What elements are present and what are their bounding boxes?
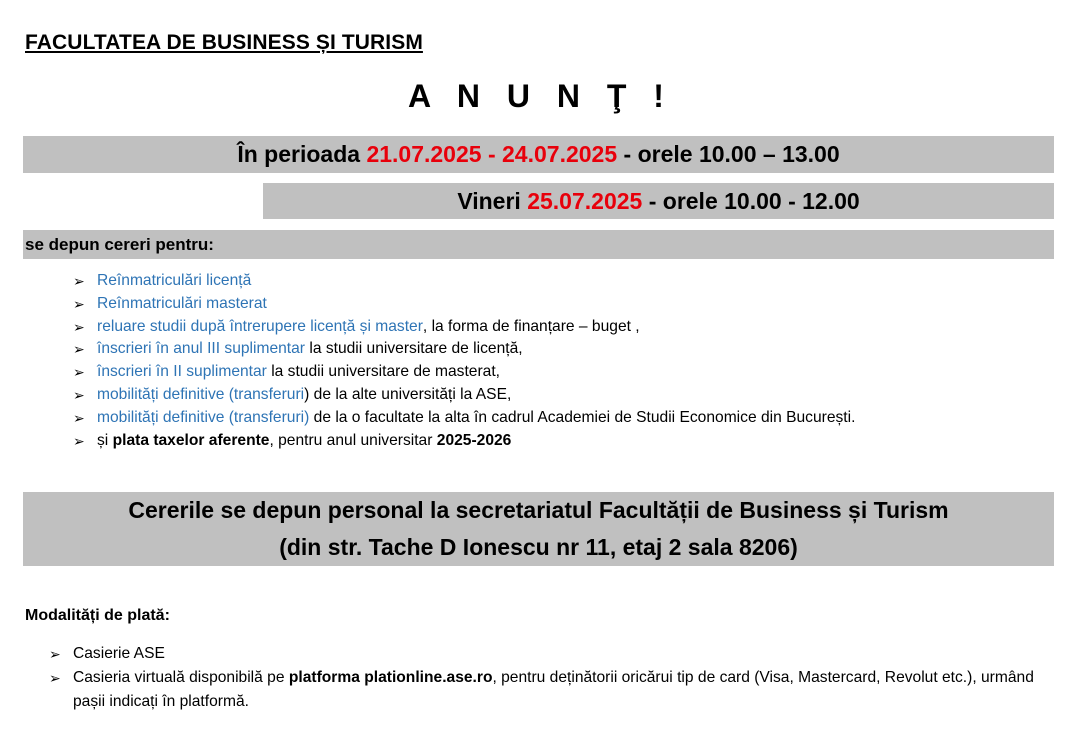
academic-year: 2025-2026 [436, 431, 512, 449]
list-item [49, 642, 1039, 666]
item-highlight: înscrieri în anul III suplimentar [97, 340, 306, 358]
period-bar-1 [23, 136, 1054, 173]
list-item [73, 407, 855, 430]
period2-date: 25.07.2025 [527, 187, 643, 214]
item-bold: plata taxelor aferente [112, 431, 270, 449]
list-item [73, 361, 855, 384]
arrow-bullet-icon: ➢ [73, 409, 85, 426]
item-text: la studii universitare de licență, [305, 340, 523, 358]
period2-prefix: Vineri [457, 187, 521, 214]
arrow-bullet-icon: ➢ [73, 386, 85, 403]
item-text: ) de la alte universități la ASE, [304, 385, 512, 403]
arrow-bullet-icon: ➢ [73, 364, 85, 381]
item-highlight: Reînmatriculări licență [97, 272, 252, 289]
announcement-title: A N U N Ţ ! [408, 78, 673, 114]
payment-option-2-pre: Casieria virtuală disponibilă pe [73, 669, 289, 686]
list-item [73, 430, 855, 453]
period1-dash: - [487, 141, 496, 167]
requests-list [73, 270, 855, 452]
submission-line-2: (din str. Tache D Ionescu nr 11, etaj 2 sala 8206) [279, 534, 798, 560]
item-text: de la o facultate la alta în cadrul Academiei de Studii Economice din București. [309, 408, 856, 426]
arrow-bullet-icon: ➢ [73, 341, 85, 358]
list-item [73, 338, 855, 361]
arrow-bullet-icon: ➢ [49, 670, 61, 686]
item-highlight: mobilități definitive (transferuri [97, 385, 305, 403]
arrow-bullet-icon: ➢ [73, 432, 85, 449]
payment-list [49, 642, 1039, 714]
list-item [73, 270, 855, 293]
payment-heading: Modalități de plată: [25, 607, 170, 624]
arrow-bullet-icon: ➢ [73, 273, 85, 289]
period1-end-date: 24.07.2025 [502, 141, 618, 167]
item-highlight: înscrieri în II suplimentar [97, 363, 267, 381]
payment-platform: platforma plationline.ase.ro [288, 669, 493, 686]
item-text: la studii universitare de masterat, [266, 363, 501, 381]
item-text: , la forma de finanțare – buget , [422, 317, 640, 335]
faculty-name: FACULTATEA DE BUSINESS ȘI TURISM [25, 31, 423, 54]
period1-prefix: În perioada [237, 141, 361, 167]
period1-start-date: 21.07.2025 [366, 141, 482, 167]
payment-option-2-post: , pentru deținătorii oricărui tip de card (Visa, Mastercard, Revolut etc.), urmând pașii indicați în platformă. [73, 669, 1034, 710]
payment-option-1: Casierie ASE [73, 645, 165, 662]
item-highlight: mobilități definitive (transferuri) [97, 408, 310, 426]
item-text: , pentru anul universitar [269, 431, 437, 449]
item-text: și [97, 431, 113, 449]
period-bar-2 [263, 183, 1054, 219]
arrow-bullet-icon: ➢ [73, 318, 85, 335]
list-item [73, 316, 855, 339]
item-highlight: Reînmatriculări masterat [97, 294, 267, 312]
payment-option-2 [73, 666, 1039, 714]
item-highlight: reluare studii după întrerupere licență și master [97, 317, 423, 335]
period2-hours: - orele 10.00 - 12.00 [648, 187, 860, 214]
list-item [73, 293, 855, 316]
arrow-bullet-icon: ➢ [49, 646, 61, 662]
requests-heading: se depun cereri pentru: [23, 230, 1054, 259]
list-item [49, 666, 1039, 714]
period1-hours: - orele 10.00 – 13.00 [623, 141, 840, 167]
list-item [73, 384, 855, 407]
arrow-bullet-icon: ➢ [73, 295, 85, 312]
submission-line-1: Cererile se depun personal la secretariatul Facultății de Business și Turism [128, 497, 949, 523]
submission-notice [23, 492, 1054, 566]
